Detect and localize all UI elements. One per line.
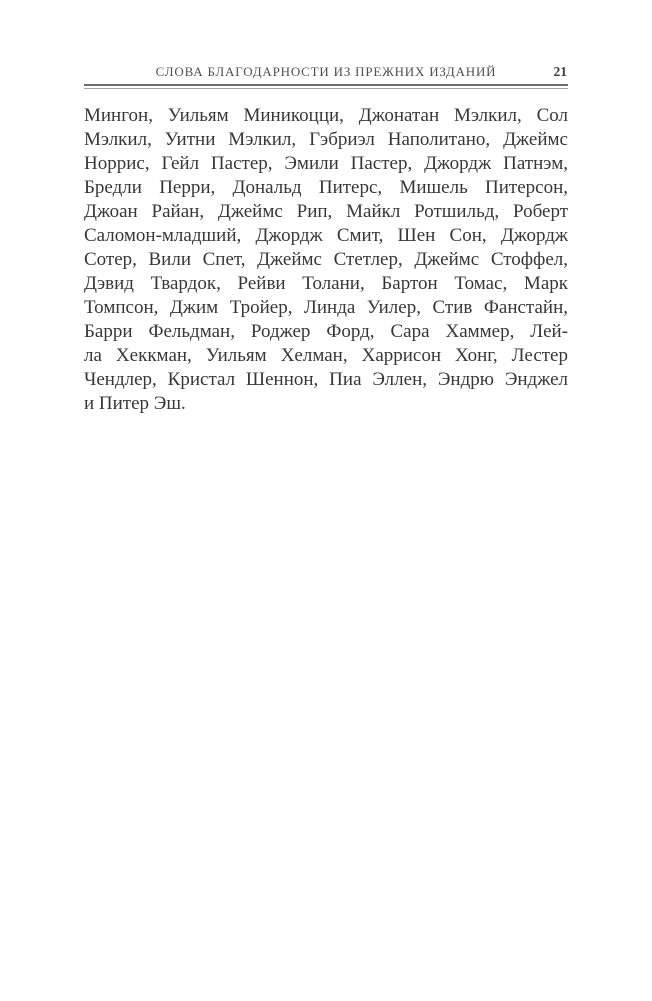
text-line: Мэлкил, Уитни Мэлкил, Гэбриэл Наполитано, Джеймс <box>84 129 568 150</box>
text-line: Дэвид Твардок, Рейви Толани, Бартон Томас, Марк <box>84 273 568 294</box>
text-line: Томпсон, Джим Тройер, Линда Уилер, Стив Фанстайн, <box>84 297 568 318</box>
text-line: Норрис, Гейл Пастер, Эмили Пастер, Джордж Патнэм, <box>84 153 568 174</box>
text-line: Саломон-младший, Джордж Смит, Шен Сон, Джордж <box>84 225 568 246</box>
text-line: и Питер Эш. <box>84 393 186 414</box>
text-line: Мингон, Уильям Миникоцци, Джонатан Мэлкил, Сол <box>84 105 568 126</box>
rule-bottom-line <box>84 88 568 89</box>
text-line: Сотер, Вили Спет, Джеймс Стетлер, Джеймс Стоффел, <box>84 249 568 270</box>
rule-top-line <box>84 84 568 86</box>
text-line: Джоан Райан, Джеймс Рип, Майкл Ротшильд, Роберт <box>84 201 568 222</box>
running-head <box>84 63 568 83</box>
text-line: Чендлер, Кристал Шеннон, Пиа Эллен, Эндрю Энджел <box>84 369 568 390</box>
header-double-rule <box>84 84 568 89</box>
text-line: Бредли Перри, Дональд Питерс, Мишель Питерсон, <box>84 177 568 198</box>
acknowledgments-paragraph <box>84 104 568 416</box>
text-line: Барри Фельдман, Роджер Форд, Сара Хаммер, Лей- <box>84 321 568 342</box>
text-line: ла Хеккман, Уильям Хелман, Харрисон Хонг, Лестер <box>84 345 568 366</box>
chapter-header-title: СЛОВА БЛАГОДАРНОСТИ ИЗ ПРЕЖНИХ ИЗДАНИЙ <box>155 64 497 79</box>
page-number: 21 <box>553 64 567 79</box>
